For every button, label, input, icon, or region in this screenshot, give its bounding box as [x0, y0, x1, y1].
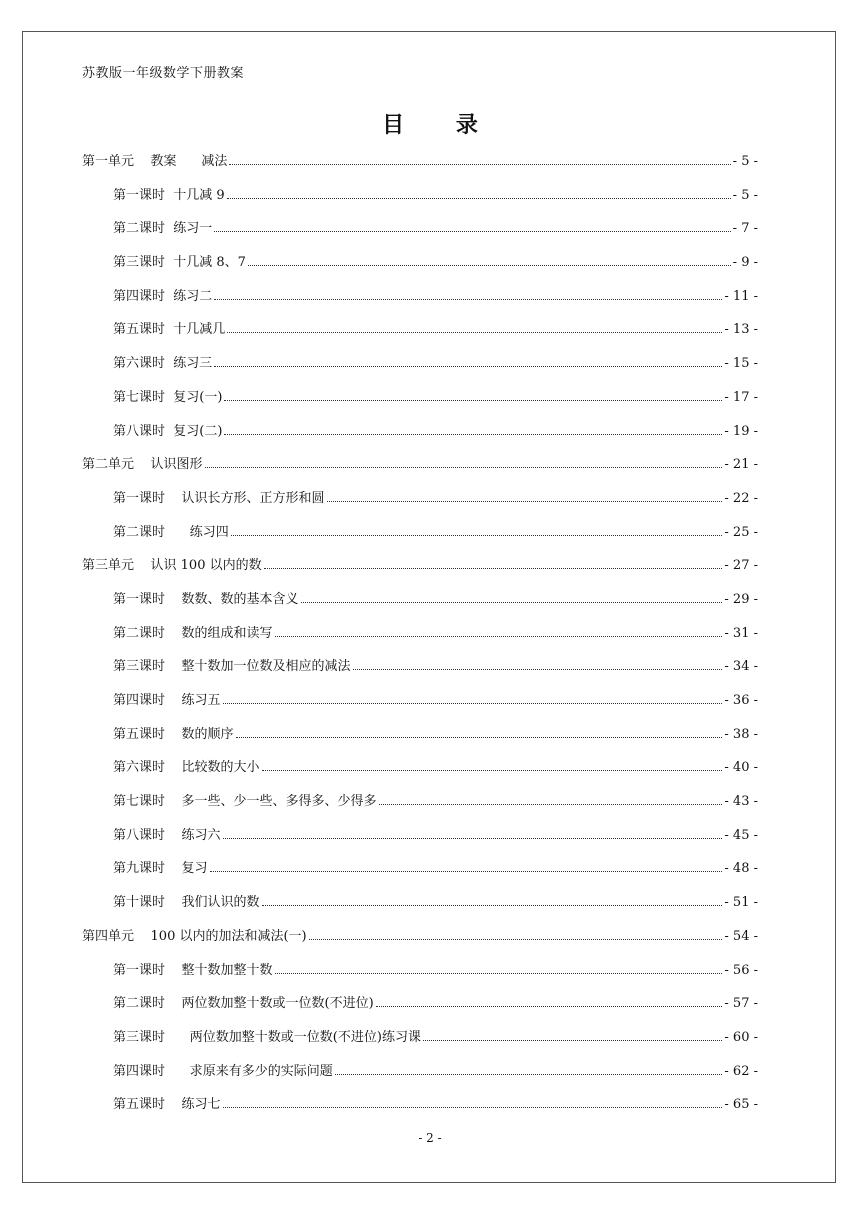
toc-entry[interactable] [82, 622, 758, 656]
toc-leader-dots [223, 837, 723, 839]
toc-leader-dots [301, 601, 723, 603]
toc-entry-label: 第八课时 练习六 [113, 827, 221, 843]
toc-entry-page: - 15 - [724, 356, 758, 372]
toc-entry-label: 第二课时 练习四 [113, 524, 229, 540]
toc-entry[interactable] [82, 386, 758, 420]
toc-entry-label: 第九课时 复习 [113, 861, 208, 877]
toc-entry-label: 第一课时 数数、数的基本含义 [113, 591, 299, 607]
toc-entry-label: 第二课时 练习一 [113, 221, 213, 237]
toc-leader-dots [236, 736, 723, 738]
toc-entry-page: - 5 - [732, 187, 758, 203]
toc-entry-page: - 7 - [732, 221, 758, 237]
toc-leader-dots [205, 466, 723, 468]
toc-entry[interactable] [82, 857, 758, 891]
toc-entry[interactable] [82, 689, 758, 723]
toc-entry[interactable] [82, 588, 758, 622]
page-number: - 2 - [418, 1131, 442, 1145]
toc-leader-dots [353, 668, 723, 670]
toc-entry-page: - 5 - [732, 154, 758, 169]
toc-entry[interactable] [82, 554, 758, 588]
toc-entry-page: - 38 - [724, 726, 758, 742]
toc-leader-dots [223, 1106, 723, 1108]
toc-entry-page: - 19 - [724, 423, 758, 439]
toc-leader-dots [376, 1005, 723, 1007]
toc-entry-page: - 54 - [724, 928, 758, 944]
toc-leader-dots [214, 365, 722, 367]
toc-entry-label: 第六课时 比较数的大小 [113, 760, 260, 776]
toc-entry-label: 第四课时 求原来有多少的实际问题 [113, 1063, 333, 1079]
toc-entry-label: 第五课时 十几减几 [113, 322, 226, 338]
toc-leader-dots [210, 870, 723, 872]
toc-entry-page: - 65 - [724, 1097, 758, 1113]
toc-entry[interactable] [82, 217, 758, 251]
toc-leader-dots [423, 1039, 722, 1041]
toc-entry[interactable] [82, 285, 758, 319]
toc-entry-page: - 13 - [724, 322, 758, 338]
toc-entry-label: 第一课时 十几减 9 [113, 187, 225, 203]
toc-entry-label: 第一课时 整十数加整十数 [113, 962, 273, 978]
toc-entry[interactable] [82, 891, 758, 925]
toc-leader-dots [214, 298, 722, 300]
toc-entry[interactable] [82, 959, 758, 993]
toc-entry-page: - 11 - [724, 288, 758, 304]
toc-entry[interactable] [82, 487, 758, 521]
toc-entry-label: 第四课时 练习五 [113, 693, 221, 708]
toc-entry[interactable] [82, 992, 758, 1026]
toc-entry[interactable] [82, 925, 758, 959]
toc-entry[interactable] [82, 1093, 758, 1127]
toc-entry-label: 第三课时 整十数加一位数及相应的减法 [113, 659, 351, 675]
toc-leader-dots [275, 635, 723, 637]
toc-leader-dots [262, 769, 723, 771]
toc-entry-label: 第三课时 两位数加整十数或一位数(不进位)练习课 [113, 1029, 421, 1045]
toc-entry[interactable] [82, 1026, 758, 1060]
toc-entry-label: 第三课时 十几减 8、7 [113, 255, 246, 271]
toc-entry-page: - 29 - [724, 591, 758, 607]
toc-entry[interactable] [82, 756, 758, 790]
toc-entry-page: - 9 - [732, 255, 758, 271]
toc-leader-dots [224, 433, 722, 435]
toc-leader-dots [229, 163, 730, 165]
toc-entry-label: 第三单元 认识 100 以内的数 [82, 558, 262, 574]
toc-entry[interactable] [82, 453, 758, 487]
toc-entry-label: 第二课时 两位数加整十数或一位数(不进位) [113, 996, 374, 1012]
toc-entry-label: 第五课时 练习七 [113, 1097, 221, 1113]
toc-entry-label: 第七课时 复习(一) [113, 389, 223, 405]
toc-entry-page: - 34 - [724, 659, 758, 675]
toc-leader-dots [223, 702, 723, 704]
toc-entry-page: - 31 - [724, 625, 758, 641]
toc-leader-dots [227, 331, 722, 333]
toc-entry-label: 第八课时 复习(二) [113, 423, 223, 439]
toc-leader-dots [335, 1073, 723, 1075]
toc-entry-page: - 62 - [724, 1063, 758, 1079]
toc-entry[interactable] [82, 184, 758, 218]
toc-entry-label: 第二单元 认识图形 [82, 457, 203, 473]
toc-entry-page: - 51 - [724, 895, 758, 911]
toc-entry-label: 第四课时 练习二 [113, 288, 213, 304]
toc-leader-dots [309, 938, 723, 940]
toc-entry[interactable] [82, 824, 758, 858]
toc-leader-dots [227, 197, 731, 199]
toc-entry[interactable] [82, 655, 758, 689]
toc-entry-page: - 27 - [724, 558, 758, 574]
toc-entry-page: - 56 - [724, 962, 758, 978]
toc-entry[interactable] [82, 521, 758, 555]
toc-leader-dots [327, 500, 723, 502]
toc-entry-label: 第五课时 数的顺序 [113, 726, 234, 742]
toc-entry-label: 第二课时 数的组成和读写 [113, 625, 273, 641]
toc-entry[interactable] [82, 352, 758, 386]
toc-entry-label: 第一课时 认识长方形、正方形和圆 [113, 490, 325, 506]
toc-entry-page: - 36 - [724, 693, 758, 708]
toc-title: 目 录 [382, 112, 500, 138]
toc-entry-label: 第十课时 我们认识的数 [113, 895, 260, 911]
toc-leader-dots [214, 230, 730, 232]
toc-leader-dots [262, 904, 723, 906]
document-header: 苏教版一年级数学下册教案 [82, 66, 245, 81]
toc-leader-dots [275, 972, 723, 974]
toc-entry-page: - 48 - [724, 861, 758, 877]
toc-entry-page: - 17 - [724, 389, 758, 405]
toc-entry[interactable] [82, 318, 758, 352]
toc-leader-dots [224, 399, 722, 401]
toc-entry-page: - 43 - [724, 794, 758, 810]
toc-entry-page: - 45 - [724, 827, 758, 843]
toc-entry-page: - 25 - [724, 524, 758, 540]
table-of-contents [82, 150, 758, 1127]
toc-leader-dots [379, 803, 723, 805]
toc-entry-label: 第一单元 教案 减法 [82, 154, 228, 169]
toc-entry-label: 第四单元 100 以内的加法和减法(一) [82, 928, 307, 944]
toc-entry[interactable] [82, 150, 758, 184]
toc-entry[interactable] [82, 790, 758, 824]
toc-entry-page: - 60 - [724, 1029, 758, 1045]
toc-entry-page: - 21 - [724, 457, 758, 473]
toc-leader-dots [264, 567, 723, 569]
toc-entry[interactable] [82, 251, 758, 285]
toc-leader-dots [231, 534, 723, 536]
toc-entry[interactable] [82, 723, 758, 757]
toc-entry-label: 第六课时 练习三 [113, 356, 213, 372]
toc-entry[interactable] [82, 1060, 758, 1094]
toc-entry[interactable] [82, 420, 758, 454]
toc-entry-label: 第七课时 多一些、少一些、多得多、少得多 [113, 794, 377, 810]
toc-entry-page: - 57 - [724, 996, 758, 1012]
toc-leader-dots [248, 264, 731, 266]
toc-entry-page: - 40 - [724, 760, 758, 776]
toc-entry-page: - 22 - [724, 490, 758, 506]
